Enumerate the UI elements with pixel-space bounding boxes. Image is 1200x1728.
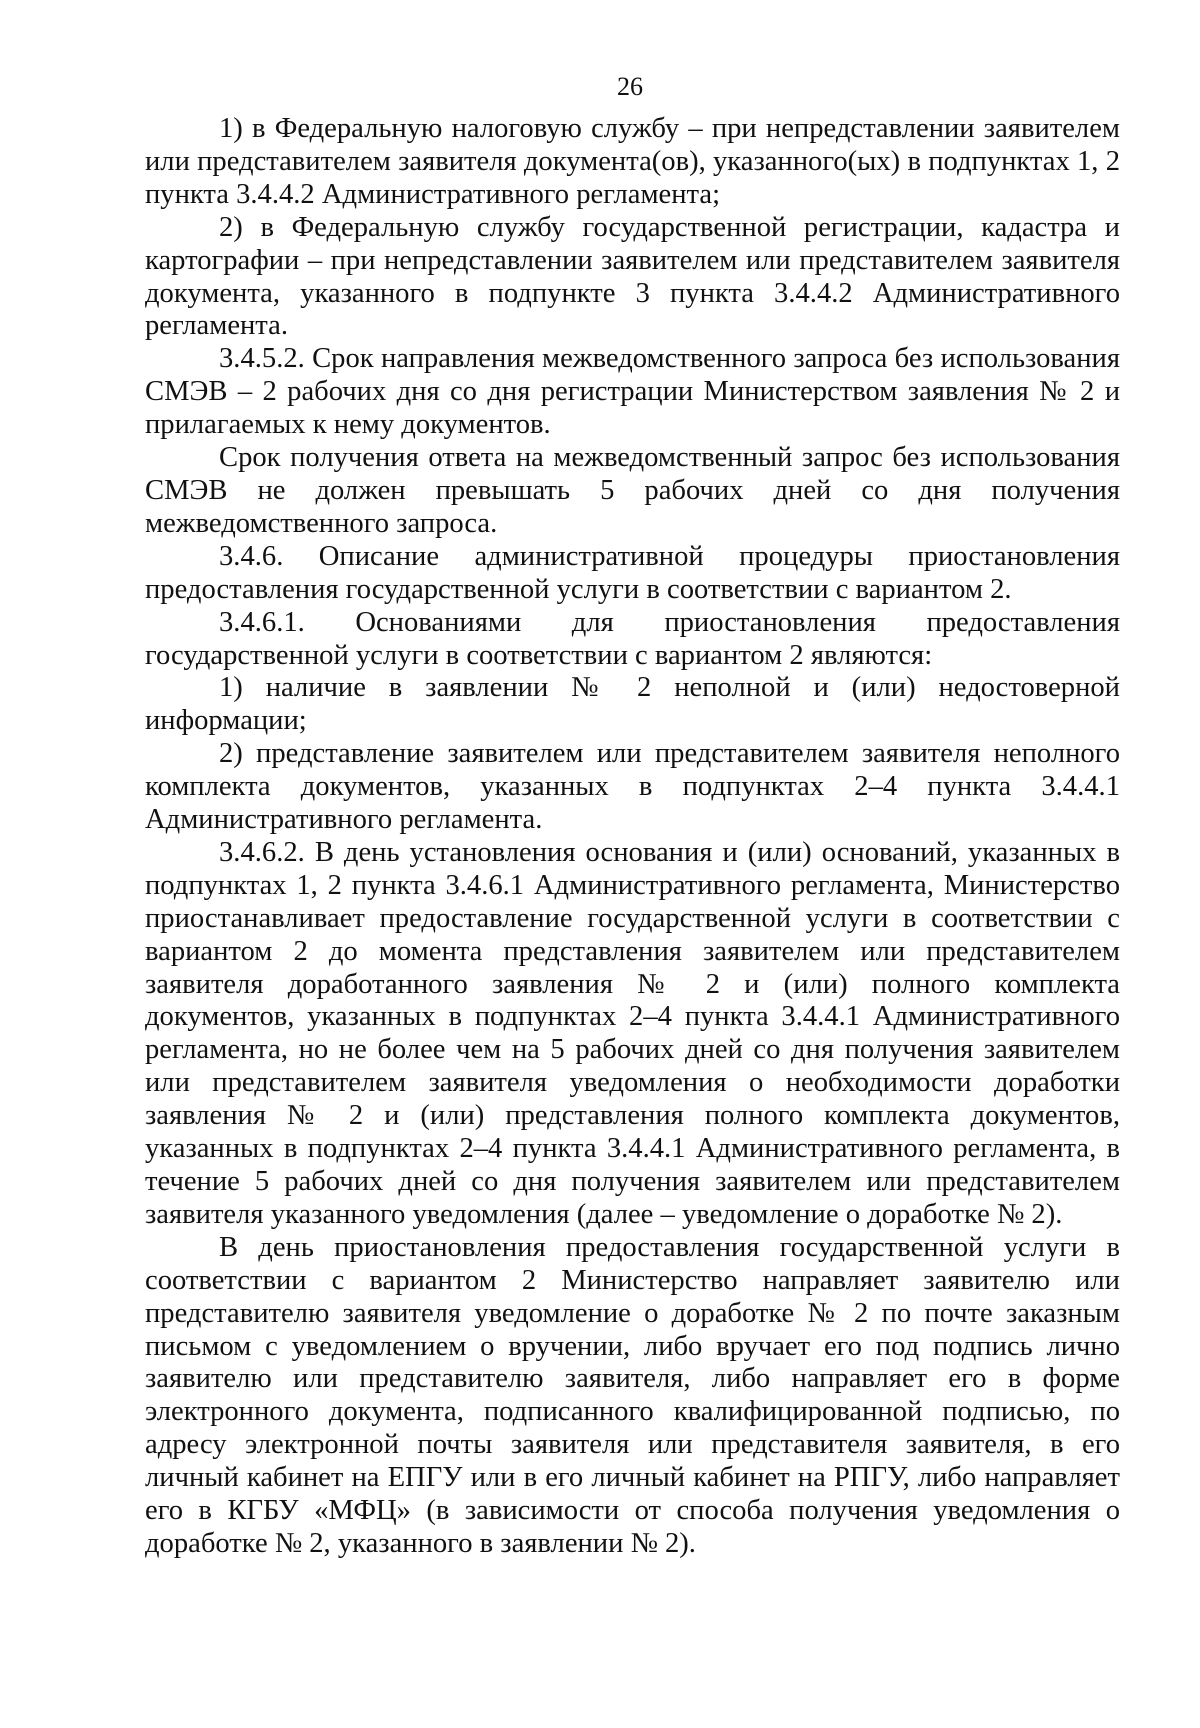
- paragraph-ground-2: 2) представление заявителем или представителем заявителя неполного комплекта документов, указанных в подпунктах 2–4 пункта 3.4.4.1 Административного регламента.: [145, 738, 1120, 836]
- paragraph-fns-item: 1) в Федеральную налоговую службу – при непредставлении заявителем или представителем заявителя документа(ов), указанного(ых) в подпунктах 1, 2 пункта 3.4.4.2 Административного регламента;: [145, 113, 1120, 210]
- paragraph-rosreestr-item: 2) в Федеральную службу государственной регистрации, кадастра и картографии – при непредставлении заявителем или представителем заявителя документа, указанного в подпункте 3 пункта 3.4.4.2 Административного регламента.: [145, 211, 1120, 342]
- paragraph-3-4-6-1: 3.4.6.1. Основаниями для приостановления предоставления государственной услуги в соответствии с вариантом 2 являются:: [145, 606, 1120, 671]
- paragraph-ground-1: 1) наличие в заявлении № 2 неполной и (или) недостоверной информации;: [145, 672, 1120, 737]
- page-number: 26: [617, 72, 643, 101]
- paragraph-3-4-5-2: 3.4.5.2. Срок направления межведомственного запроса без использования СМЭВ – 2 рабочих дня со дня регистрации Министерством заявления № 2 и прилагаемых к нему документов.: [145, 343, 1120, 441]
- paragraph-response-term: Срок получения ответа на межведомственный запрос без использования СМЭВ не должен превышать 5 рабочих дней со дня получения межведомственного запроса.: [145, 442, 1120, 539]
- paragraph-3-4-6-2: 3.4.6.2. В день установления основания и (или) оснований, указанных в подпунктах 1, 2 пункта 3.4.6.1 Административного регламента, Министерство приостанавливает предоставление государственной услуги в соответствии с вариантом 2 до момента представления заявителем или представителем заявителя доработанного заявления № 2 и (или) полного комплекта документов, указанных в подпунктах 2–4 пункта 3.4.4.1 Административного регламента, но не более чем на 5 рабочих дней со дня получения заявителем или представителем заявителя уведомления о необходимости доработки заявления № 2 и (или) представления полного комплекта документов, указанных в подпунктах 2–4 пункта 3.4.4.1 Административного регламента, в течение 5 рабочих дней со дня получения заявителем или представителем заявителя указанного уведомления (далее – уведомление о доработке № 2).: [145, 836, 1120, 1230]
- document-body: [145, 113, 1120, 1561]
- paragraph-3-4-6: 3.4.6. Описание административной процедуры приостановления предоставления государственной услуги в соответствии с вариантом 2.: [145, 540, 1120, 605]
- paragraph-suspension-notice: В день приостановления предоставления государственной услуги в соответствии с вариантом 2 Министерство направляет заявителю или представителю заявителя уведомление о доработке № 2 по почте заказным письмом с уведомлением о вручении, либо вручает его под подпись лично заявителю или представителю заявителя, либо направляет его в форме электронного документа, подписанного квалифицированной подписью, по адресу электронной почты заявителя или представителя заявителя, в его личный кабинет на ЕПГУ или в его личный кабинет на РПГУ, либо направляет его в КГБУ «МФЦ» (в зависимости от способа получения уведомления о доработке № 2, указанного в заявлении № 2).: [145, 1231, 1120, 1559]
